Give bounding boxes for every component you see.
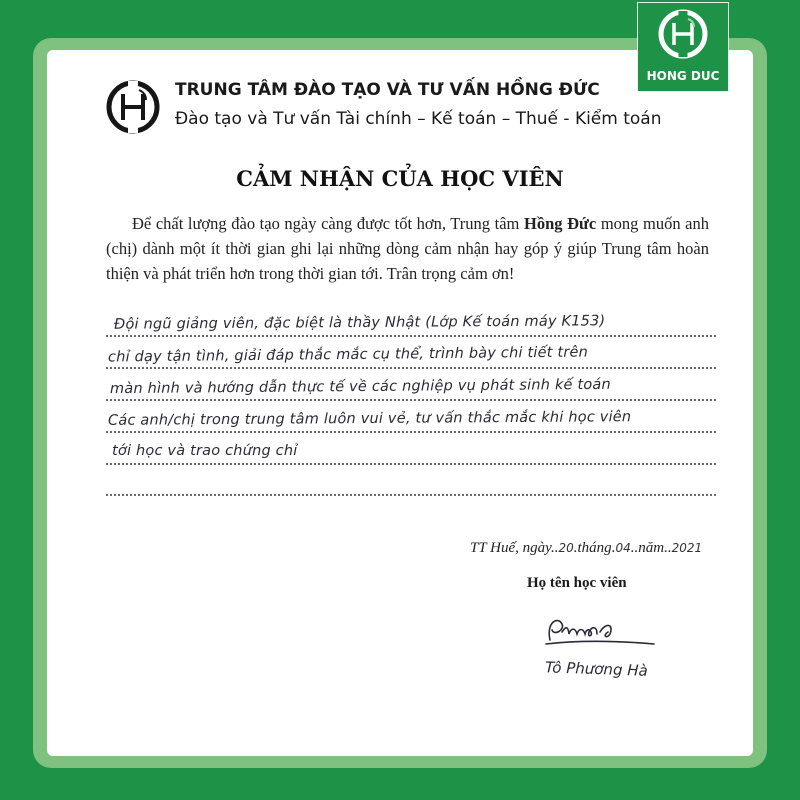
dotted-line bbox=[106, 335, 716, 337]
date-month-label: tháng bbox=[577, 540, 612, 556]
handwritten-line: màn hình và hướng dẫn thực tế về các nghiệp vụ phát sinh kế toán bbox=[109, 376, 611, 398]
date-prefix: TT Huế, ngày bbox=[470, 540, 551, 556]
handwritten-line: Đội ngũ giảng viên, đặc biệt là thầy Nhật (Lớp Kế toán máy K153) bbox=[113, 313, 606, 333]
org-tagline: Đào tạo và Tư vấn Tài chính – Kế toán – Thuế - Kiểm toán bbox=[175, 109, 662, 129]
center-logo-icon bbox=[106, 80, 160, 134]
date-day: 20 bbox=[558, 541, 574, 555]
intro-center-name: Hồng Đức bbox=[523, 214, 597, 233]
org-name: TRUNG TÂM ĐÀO TẠO VÀ TƯ VẤN HỒNG ĐỨC bbox=[175, 80, 600, 100]
date-line: TT Huế, ngày..20.tháng.04..năm..2021 bbox=[470, 540, 703, 556]
dotted-line bbox=[106, 463, 716, 465]
dotted-line bbox=[106, 367, 716, 369]
dotted-line bbox=[106, 494, 716, 496]
student-full-name: Tô Phương Hà bbox=[544, 658, 649, 680]
date-year-label: năm bbox=[638, 540, 665, 556]
date-year: 2021 bbox=[671, 541, 703, 555]
intro-paragraph bbox=[106, 211, 709, 286]
date-month: 04 bbox=[615, 541, 631, 555]
student-signature bbox=[540, 610, 660, 650]
brand-badge bbox=[637, 2, 729, 92]
form-title: CẢM NHẬN CỦA HỌC VIÊN bbox=[236, 166, 564, 191]
handwritten-line: chỉ dạy tận tình, giải đáp thắc mắc cụ thể, trình bày chi tiết trên bbox=[107, 344, 589, 366]
intro-text-end: mong muốn anh (chị) dành một ít thời gian ghi lại những dòng cảm nhận hay góp ý giúp Trung tâm hoàn thiện và phát triển hơn trong thời gian tới. Trân trọng cảm ơn! bbox=[106, 214, 710, 283]
hong-duc-logo-icon bbox=[658, 9, 708, 59]
handwritten-line: Các anh/chị trong trung tâm luôn vui vẻ, tư vấn thắc mắc khi học viên bbox=[107, 409, 632, 429]
student-name-label: Họ tên học viên bbox=[527, 575, 627, 591]
handwritten-line: tới học và trao chứng chỉ bbox=[112, 443, 298, 459]
dotted-line bbox=[106, 431, 716, 433]
dotted-line bbox=[106, 399, 716, 401]
brand-badge-text: HONG DUC bbox=[646, 69, 720, 83]
feedback-form-paper bbox=[47, 50, 753, 756]
intro-text-start: Để chất lượng đào tạo ngày càng được tốt hơn, Trung tâm bbox=[132, 214, 524, 233]
